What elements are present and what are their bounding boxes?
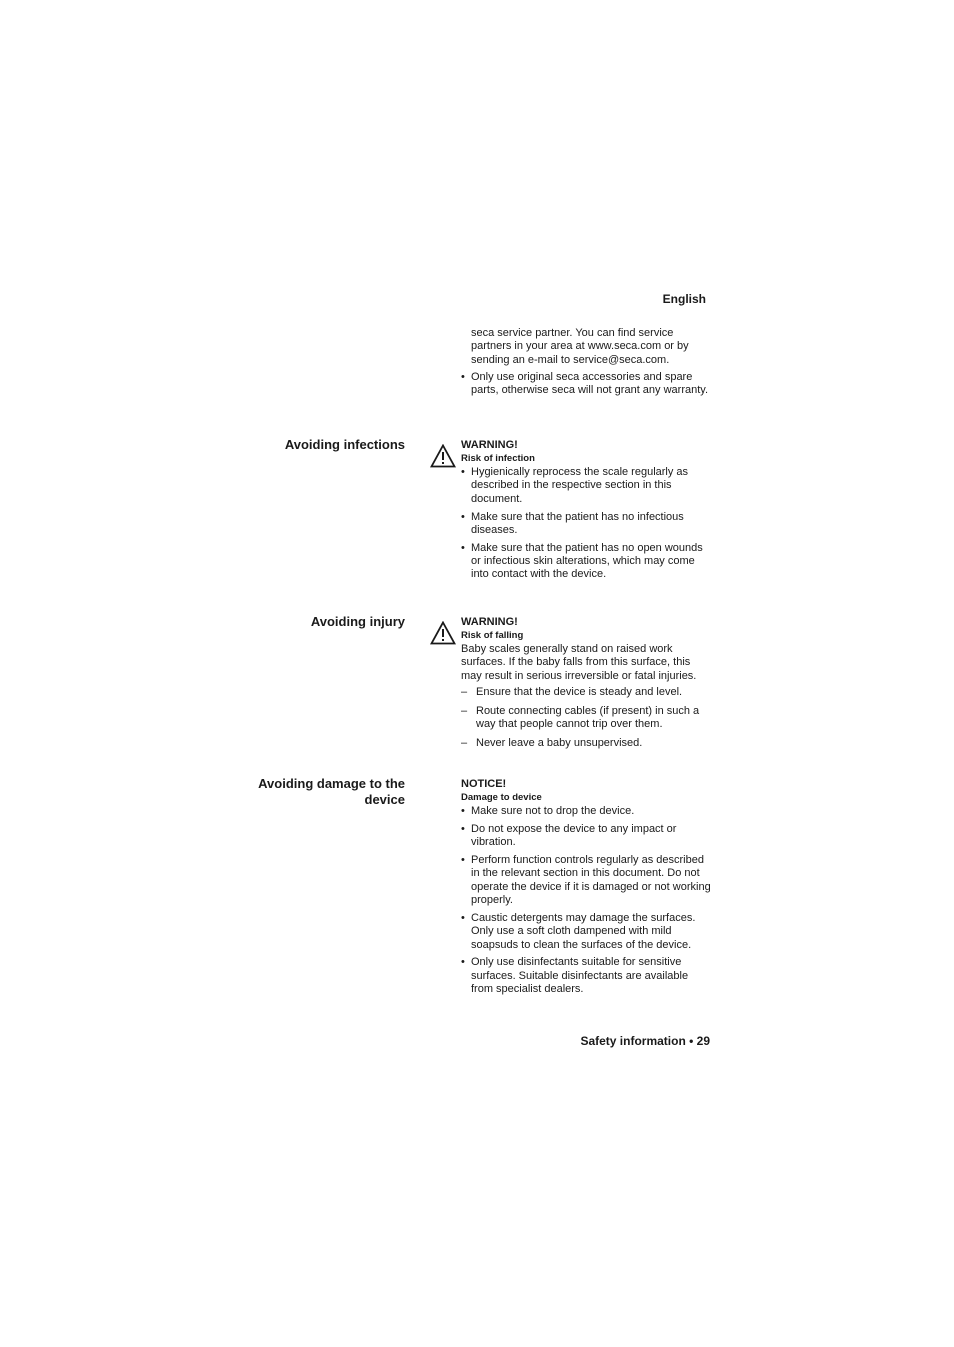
section-body-injury	[461, 615, 711, 756]
signal-word: NOTICE!	[461, 778, 507, 790]
warning-triangle-icon	[430, 621, 456, 645]
list-item: • Hygienically reprocess the scale regularly as described in the respective section in this document.	[461, 466, 689, 505]
section-body-damage	[461, 777, 711, 1001]
list-item: – Ensure that the device is steady and level.	[461, 686, 683, 699]
warning-triangle-icon	[430, 444, 456, 468]
hazard-subtitle: Damage to device	[461, 792, 542, 803]
page-footer: Safety information • 29	[580, 1034, 710, 1048]
hazard-description: Baby scales generally stand on raised work surfaces. If the baby falls from this surface, this may result in serious irreversible or fatal injuries.	[461, 643, 697, 682]
section-heading-injury: Avoiding injury	[310, 614, 405, 629]
list-item: – Route connecting cables (if present) in such a way that people cannot trip over them.	[461, 705, 700, 731]
list-item: • Caustic detergents may damage the surfaces. Only use a soft cloth dampened with mild soapsuds to clean the surfaces of the device.	[461, 911, 696, 951]
list-item: – Never leave a baby unsupervised.	[461, 737, 643, 750]
signal-word: WARNING!	[461, 439, 518, 451]
signal-word: WARNING!	[461, 616, 518, 628]
intro-paragraph: seca service partner. You can find service partners in your area at www.seca.com or by sending an e-mail to service@seca.com.	[471, 327, 689, 366]
hazard-subtitle: Risk of infection	[461, 453, 535, 464]
bullet-list	[461, 805, 711, 996]
list-item: • Perform function controls regularly as described in the relevant section in this document. Do not operate the device if it is damaged or not working properly.	[461, 853, 711, 907]
hazard-subtitle: Risk of falling	[461, 630, 524, 641]
intro-bullet-list	[461, 371, 711, 398]
section-heading-infections: Avoiding infections	[284, 437, 405, 452]
list-item: • Do not expose the device to any impact or vibration.	[461, 822, 677, 849]
list-item: • Make sure not to drop the device.	[461, 805, 635, 817]
section-heading-damage: Avoiding damage to the device	[258, 776, 405, 807]
dash-list	[461, 686, 711, 750]
intro-block	[461, 327, 711, 402]
language-label: English	[662, 292, 706, 306]
list-item: • Make sure that the patient has no open wounds or infectious skin alterations, which may come into contact with the device.	[461, 541, 703, 581]
list-item: • Only use original seca accessories and spare parts, otherwise seca will not grant any warranty.	[461, 370, 709, 397]
list-item: • Only use disinfectants suitable for sensitive surfaces. Suitable disinfectants are available from specialist dealers.	[461, 956, 689, 996]
section-body-infections	[461, 438, 711, 586]
list-item: • Make sure that the patient has no infectious diseases.	[461, 510, 684, 536]
bullet-list	[461, 466, 711, 582]
